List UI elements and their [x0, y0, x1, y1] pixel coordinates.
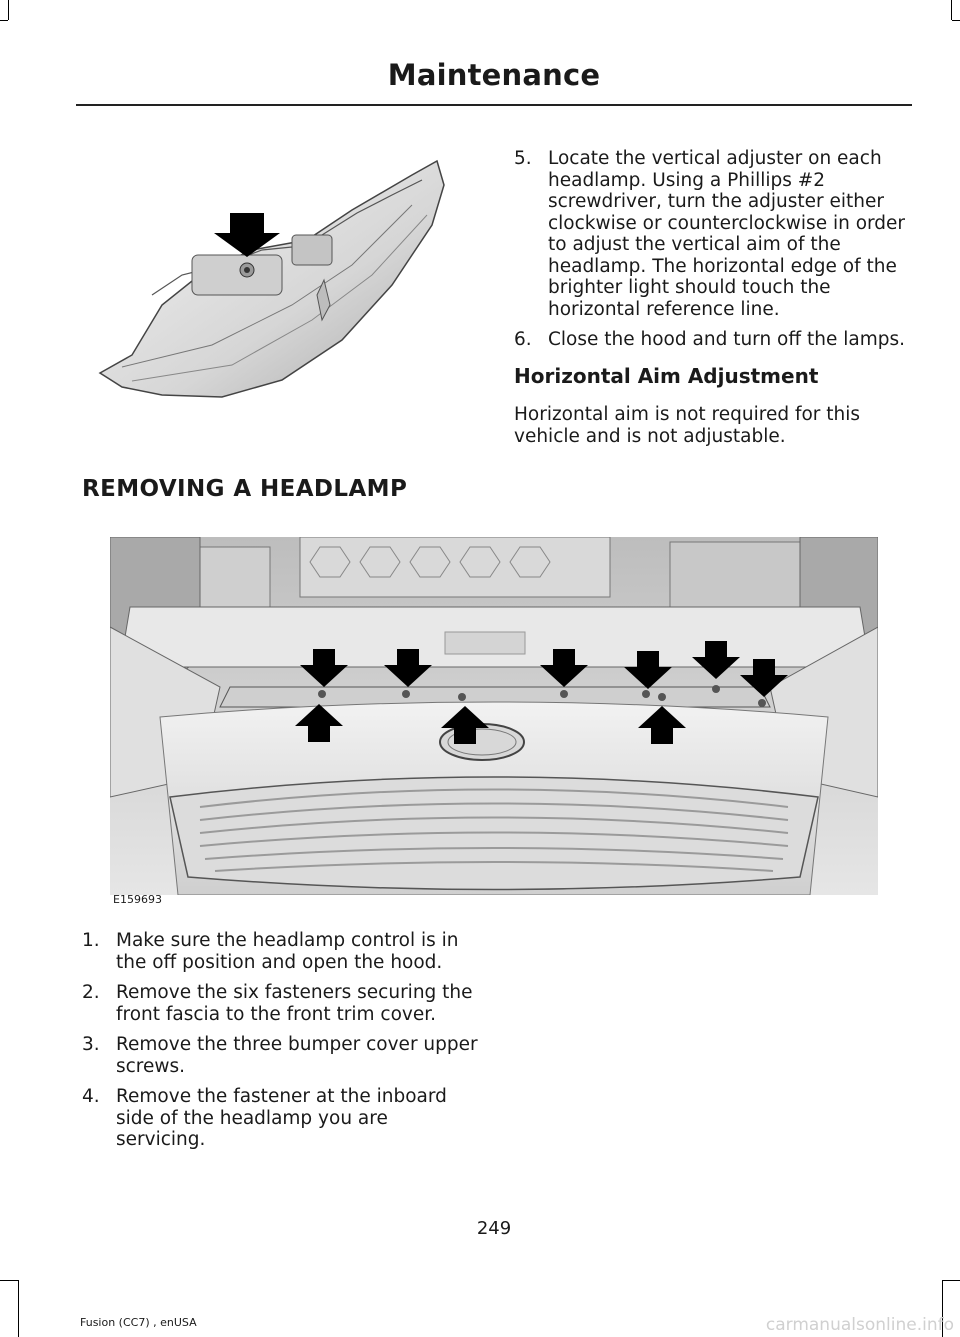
figure-code: E159693 [113, 893, 162, 906]
header-rule [76, 104, 912, 106]
crop-mark [0, 1280, 18, 1281]
list-item: 3. Remove the three bumper cover upper screws. [82, 1034, 478, 1077]
list-item: 1. Make sure the headlamp control is in the off position and open the hood. [82, 930, 459, 973]
horizontal-aim-heading: Horizontal Aim Adjustment [514, 364, 819, 388]
crop-mark [942, 1280, 960, 1281]
list-item: 2. Remove the six fasteners securing the front fascia to the front trim cover. [82, 982, 473, 1025]
edition-footer: Fusion (CC7) , enUSA [80, 1316, 197, 1329]
removal-steps-list [82, 930, 482, 1160]
crop-mark [951, 0, 952, 20]
crop-mark [8, 0, 9, 20]
headlamp-illustration [92, 155, 452, 405]
page-title: Maintenance [387, 58, 601, 92]
removing-headlamp-heading: REMOVING A HEADLAMP [82, 476, 408, 502]
list-item: 5. Locate the vertical adjuster on each headlamp. Using a Phillips #2 screwdriver, turn the adjuster either clockwise or counterclockwise in order to adjust the vertical aim of the headlamp. The horizontal edge of the brighter light should touch the horizontal reference line. [514, 148, 906, 320]
horizontal-aim-text: Horizontal aim is not required for this vehicle and is not adjustable. [514, 404, 861, 447]
list-item: 6. Close the hood and turn off the lamps. [514, 329, 906, 350]
page-number: 249 [476, 1218, 512, 1239]
engine-bay-illustration [110, 537, 878, 895]
crop-mark [952, 20, 960, 21]
watermark: carmanualsonline.info [765, 1315, 954, 1335]
crop-mark [18, 1280, 19, 1337]
steps-continued-list [514, 148, 910, 360]
crop-mark [0, 20, 8, 21]
list-item: 4. Remove the fastener at the inboard side of the headlamp you are servicing. [82, 1086, 447, 1150]
